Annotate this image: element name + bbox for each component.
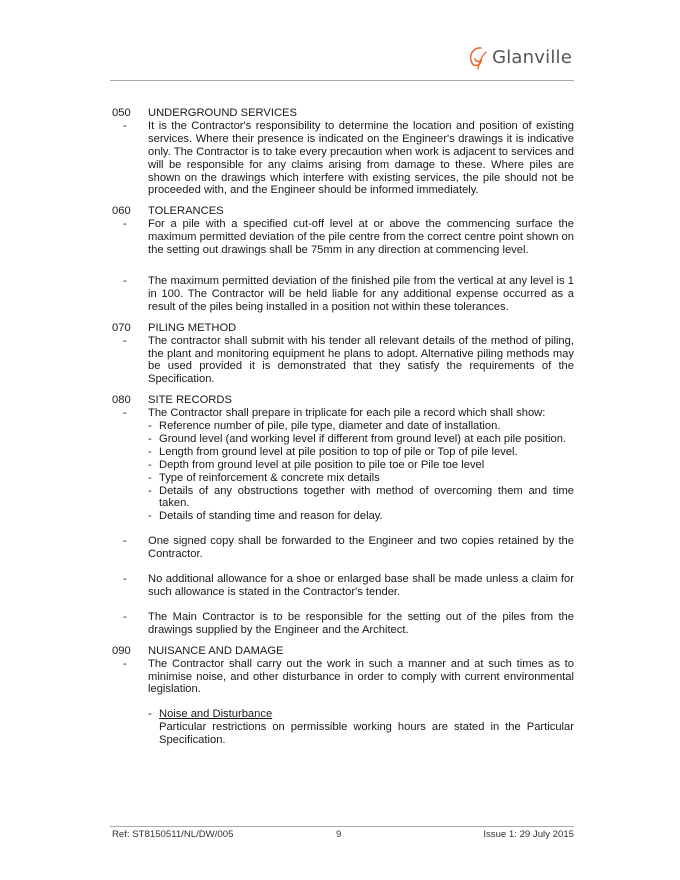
section-number: 090 [112,644,131,657]
subsection-body [159,708,574,747]
bullet-dash: - [148,458,152,471]
paragraph: The contractor shall submit with his tender all relevant details of the method of piling, the plant and monitoring equipment he plans to adopt. Alternative piling methods may be used provided it is demonstrated that they satisfy the requirements of the Specification. [148,334,574,386]
paragraph: No additional allowance for a shoe or enlarged base shall be made unless a claim for such allowance is stated in the Contractor's tender. [148,573,574,598]
footer-divider [110,826,574,827]
page-number: 9 [336,829,342,840]
section-number: 050 [112,107,131,119]
list-item-text: Length from ground level at pile position to top of pile or Top of pile level. [159,445,518,458]
bullet-dash: - [148,510,152,523]
bullet-dash: - [123,334,127,347]
section-070 [112,322,574,387]
issue-date: Issue 1: 29 July 2015 [483,829,574,840]
bullet-dash: - [123,274,127,287]
company-logo [466,44,572,70]
list-item [148,446,574,459]
section-title: SITE RECORDS [148,394,232,407]
bullet-dash: - [123,218,127,231]
header-divider [110,80,574,81]
paragraph: The Contractor shall carry out the work in such a manner and at such times as to minimise noise, and other disturbance in order to comply with current environmental legislation. [148,657,574,696]
list-item [148,420,574,433]
section-080 [112,394,574,637]
section-number: 070 [112,321,131,334]
section-title: UNDERGROUND SERVICES [148,107,297,119]
bullet-dash: - [148,471,152,484]
bullet-dash: - [148,420,152,433]
list-item-text: Details of any obstructions together with method of overcoming them and time taken. [159,484,574,510]
paragraph: The maximum permitted deviation of the finished pile from the vertical at any level is 1 in 100. The Contractor will be held liable for any additional expense occurred as a result of the piles being installed in a position not within these tolerances. [148,274,574,313]
list-item [148,433,574,446]
bullet-dash: - [148,432,152,445]
section-number: 060 [112,205,131,218]
list-item-text: Reference number of pile, pile type, diameter and date of installation. [159,420,501,433]
paragraph: One signed copy shall be forwarded to the Engineer and two copies retained by the Contractor. [148,535,574,561]
paragraph: It is the Contractor's responsibility to determine the location and position of existing services. Where their presence is indicated on the Engineer's drawings it is indicative only. The Contractor is to take every precaution when work is adjacent to services and will be responsible for any claims arising from damage to these. Where piles are shown on the drawings which interfere with existing services, the pile should not be proceeded with, and the Engineer should be informed immediately. [148,119,574,197]
paragraph: For a pile with a specified cut-off level at or above the commencing surface the maximum permitted deviation of the pile centre from the correct centre point shown on the setting out drawings shall be 75mm in any direction at commencing level. [148,218,574,257]
section-060 [112,205,574,313]
bullet-dash: - [123,407,127,420]
bullet-dash: - [123,573,127,586]
paragraph [148,407,574,523]
paragraph-lead: The Contractor shall prepare in triplicate for each pile a record which shall show: [148,407,546,420]
section-title: PILING METHOD [148,321,237,334]
bullet-dash: - [123,610,127,623]
list-item [148,459,574,472]
bullet-dash: - [123,535,127,548]
section-050 [112,107,574,197]
list-item [148,510,574,523]
list-item-text: Depth from ground level at pile position to pile toe or Pile toe level [159,458,485,471]
document-reference: Ref: ST8150511/NL/DW/005 [112,829,234,840]
bullet-dash: - [148,708,152,721]
list-item [148,485,574,511]
section-090 [112,645,574,747]
section-title: TOLERANCES [148,205,224,218]
bullet-dash: - [123,119,127,132]
bullet-dash: - [148,484,152,497]
logo-wordmark: Glanville [492,46,572,68]
list-item-text: Ground level (and working level if different from ground level) at each pile position. [159,432,567,445]
bullet-dash: - [123,657,127,670]
subsection-noise [148,708,574,747]
glanville-logo-mark-icon [466,44,490,70]
paragraph: The Main Contractor is to be responsible for the setting out of the piles from the drawings supplied by the Engineer and the Architect. [148,610,574,636]
section-number: 080 [112,394,131,407]
subsection-title: Noise and Disturbance [159,708,273,721]
list-item-text: Type of reinforcement & concrete mix details [159,471,380,484]
bullet-dash: - [148,445,152,458]
document-body [112,107,574,747]
list-item [148,472,574,485]
section-title: NUISANCE AND DAMAGE [148,644,284,657]
paragraph: Particular restrictions on permissible working hours are stated in the Particular Specification. [159,721,574,747]
list-item-text: Details of standing time and reason for delay. [159,510,383,523]
